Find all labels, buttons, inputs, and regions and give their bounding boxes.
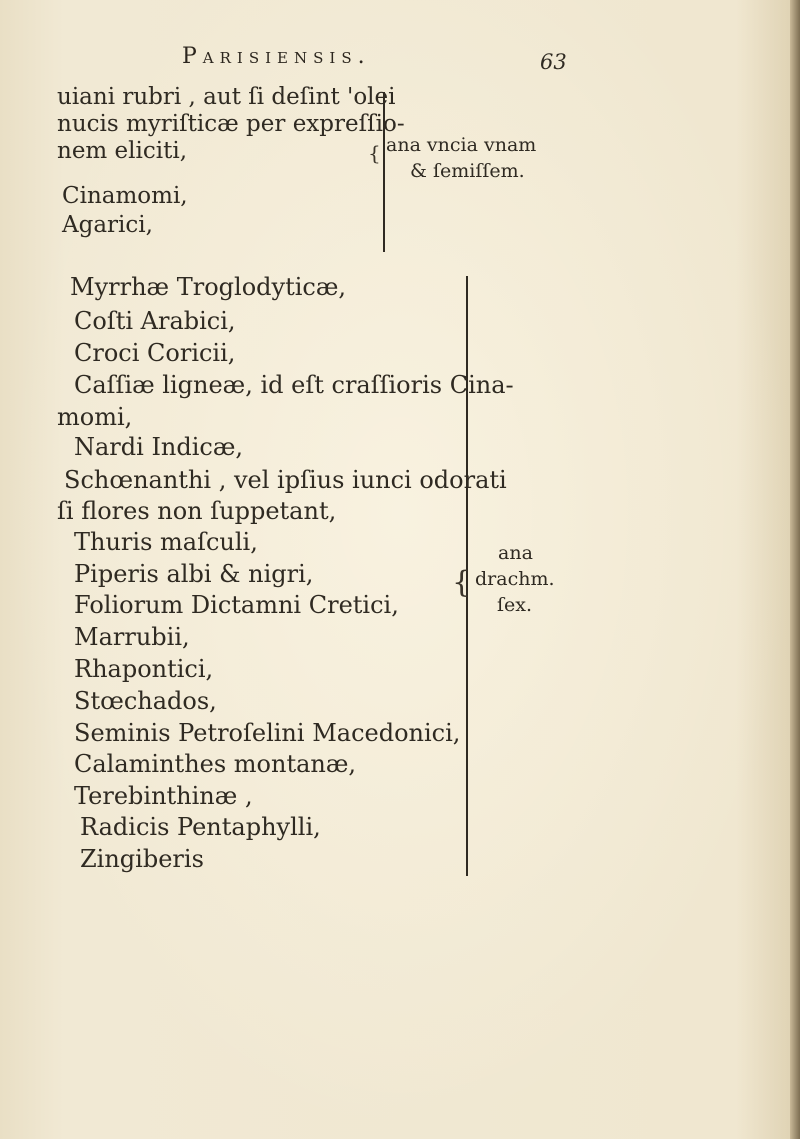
ingredient-line: Foliorum Dictamni Cretici, [74, 591, 399, 619]
page-number: 63 [540, 50, 567, 74]
ingredient-line: Terebinthinæ , [74, 782, 253, 810]
ingredient-line: Zingiberis [80, 845, 204, 873]
ingredient-line: Nardi Indicæ, [74, 433, 244, 461]
ingredient-line: Myrrhæ Troglodyticæ, [70, 273, 347, 301]
dosage-line: ſex. [497, 594, 533, 616]
ingredient-line: Calaminthes montanæ, [74, 750, 357, 778]
ingredient-line: Cinamomi, [62, 183, 188, 209]
ingredient-line: Seminis Petroſelini Macedonici, [74, 719, 461, 747]
ingredient-line: nucis myriſticæ per expreſſio- [57, 111, 405, 137]
dosage-line: & ſemiſſem. [410, 160, 525, 182]
ingredient-line: Radicis Pentaphylli, [80, 813, 321, 841]
ingredient-line: Agarici, [62, 212, 153, 238]
running-head: Parisiensis. [182, 44, 371, 69]
brace-glyph: { [452, 565, 472, 600]
ingredient-line: Marrubii, [74, 623, 190, 651]
dosage-line: ana [498, 542, 533, 564]
page-edge [790, 0, 800, 1139]
ingredient-line: Coſti Arabici, [74, 307, 236, 335]
dosage-line: ana vncia vnam [386, 134, 537, 156]
bracket-line [383, 92, 385, 252]
ingredient-line: Stœchados, [74, 687, 217, 715]
ingredient-line: Thuris maſculi, [74, 528, 258, 556]
ingredient-line: momi, [57, 403, 133, 431]
ingredient-line: nem eliciti, [57, 138, 188, 164]
ingredient-line: uiani rubri , aut ſi deſint 'olei [57, 84, 396, 110]
ingredient-line: Rhapontici, [74, 655, 214, 683]
ingredient-line: Caſſiæ ligneæ, id eſt craſſioris Cina- [74, 371, 514, 399]
brace-glyph: { [368, 141, 381, 165]
dosage-line: drachm. [475, 568, 555, 590]
ingredient-line: ſi flores non ſuppetant, [57, 497, 337, 525]
ingredient-line: Piperis albi & nigri, [74, 560, 314, 588]
ingredient-line: Schœnanthi , vel ipſius iunci odorati [64, 466, 507, 494]
ingredient-line: Croci Coricii, [74, 339, 236, 367]
